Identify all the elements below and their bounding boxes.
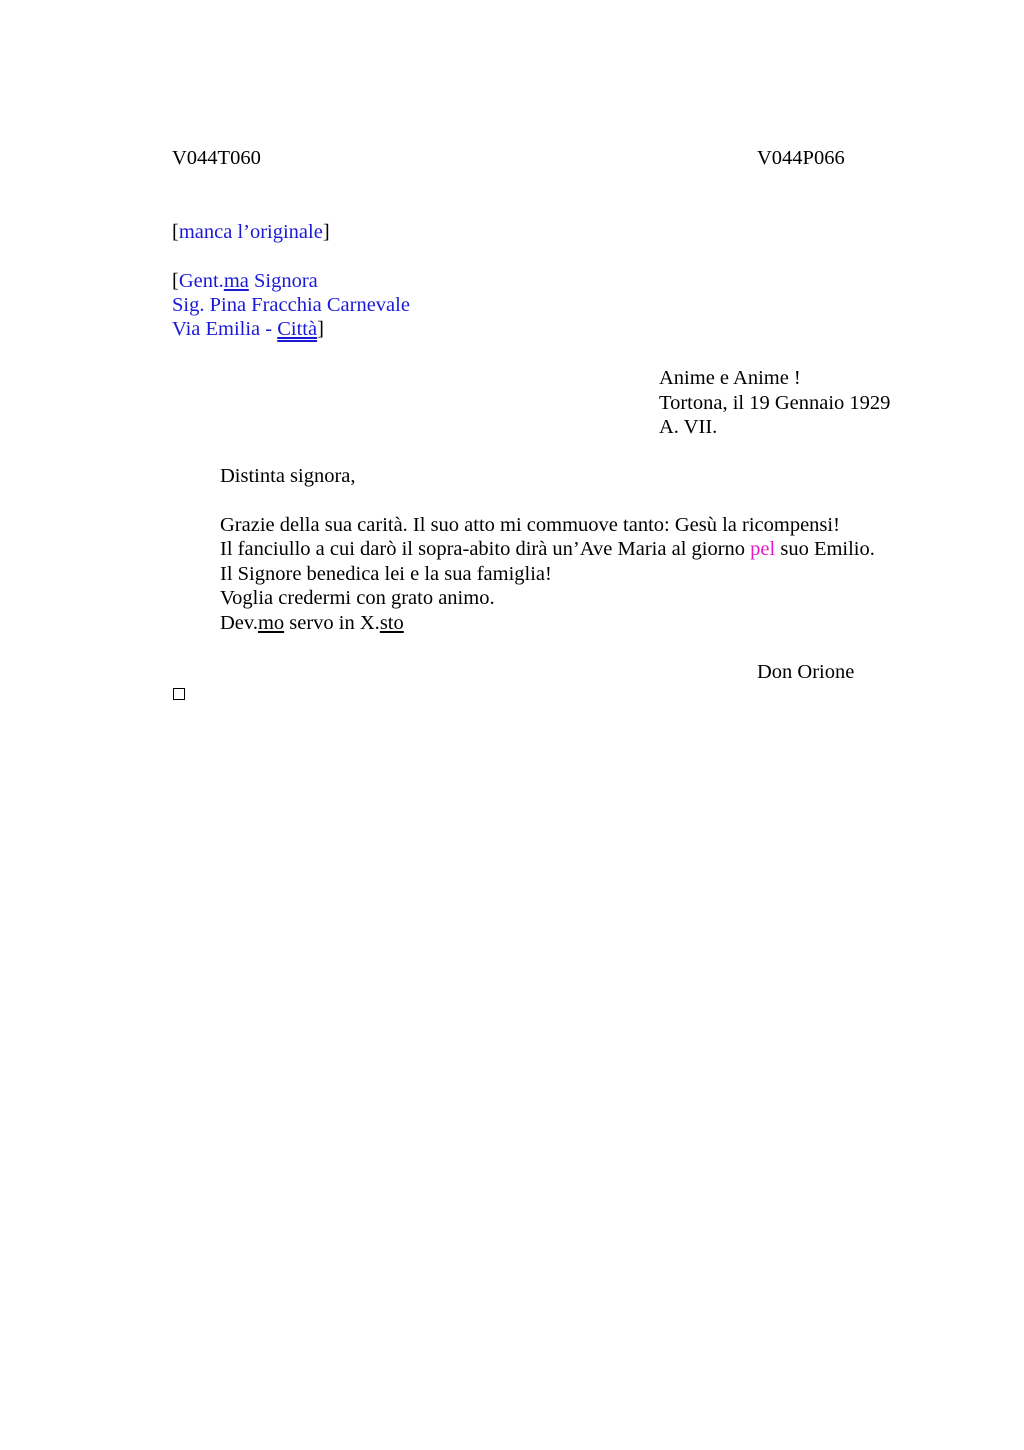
body-line-2-start: Il fanciullo a cui darò il sopra-abito dirà un’Ave Maria al giorno bbox=[220, 538, 751, 560]
variant-word: pel bbox=[750, 538, 776, 560]
closing-dev: Dev. bbox=[220, 612, 258, 634]
closing-xsto-abbrev: sto bbox=[379, 612, 404, 634]
address-line-3 bbox=[172, 317, 324, 341]
bracket-open: [ bbox=[172, 270, 179, 292]
salutation: Distinta signora, bbox=[220, 465, 356, 487]
address-title-abbrev: ma bbox=[223, 270, 249, 292]
body-line-2 bbox=[220, 537, 875, 561]
address-line-1 bbox=[172, 269, 318, 293]
end-marker-box-icon bbox=[173, 688, 185, 700]
bracket-close: ] bbox=[322, 221, 330, 243]
address-line-2: Sig. Pina Fracchia Carnevale bbox=[172, 294, 410, 316]
closing-dev-abbrev: mo bbox=[257, 612, 285, 634]
document-code-left: V044T060 bbox=[172, 147, 261, 169]
address-title-rest: Signora bbox=[248, 270, 318, 292]
body-line-3: Il Signore benedica lei e la sua famiglia! bbox=[220, 563, 552, 585]
closing-line bbox=[220, 611, 404, 635]
bracket-open: [ bbox=[172, 221, 179, 243]
bracket-close: ] bbox=[317, 318, 324, 340]
signature: Don Orione bbox=[757, 661, 855, 683]
dateline-motto: Anime e Anime ! bbox=[659, 367, 801, 389]
address-title-prefix: Gent. bbox=[178, 270, 224, 292]
address-city: Città bbox=[277, 318, 318, 340]
editorial-note bbox=[172, 220, 330, 244]
dateline-place-date: Tortona, il 19 Gennaio 1929 bbox=[659, 392, 891, 414]
closing-servo: servo in X. bbox=[284, 612, 380, 634]
body-line-2-end: suo Emilio. bbox=[775, 538, 875, 560]
body-line-4: Voglia credermi con grato animo. bbox=[220, 587, 495, 609]
address-street: Via Emilia - bbox=[172, 318, 278, 340]
editorial-note-text: manca l’originale bbox=[178, 221, 323, 243]
document-code-right: V044P066 bbox=[757, 147, 845, 169]
dateline-era: A. VII. bbox=[659, 416, 718, 438]
body-line-1: Grazie della sua carità. Il suo atto mi commuove tanto: Gesù la ricompensi! bbox=[220, 514, 840, 536]
